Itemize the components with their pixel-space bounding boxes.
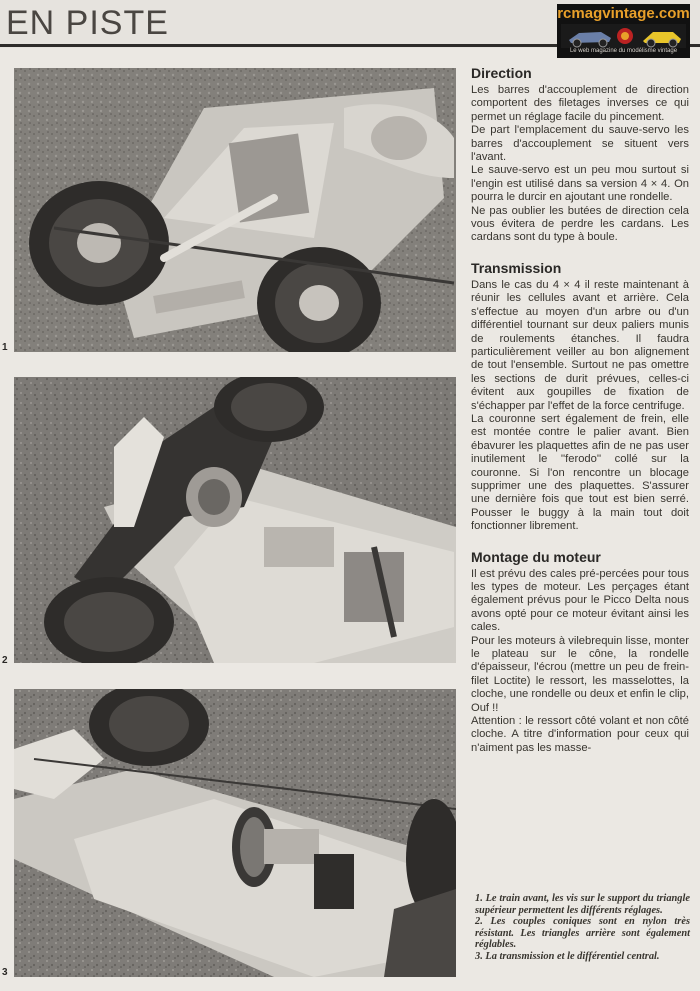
site-logo[interactable]: [557, 4, 690, 58]
paragraph: Dans le cas du 4 × 4 il reste maintenant à réunir les cellules avant et arrière. Cela s'effectue au moyen d'un arbre ou d'un différentiel tournant sur deux paliers munis de roulements étanches. Il faudra particulièrement veiller au bon alignement de tout l'ensemble. Surtout ne pas omettre les sections de durit prévues, celles-ci évitent aux goupilles de fixation de s'échapper par l'effet de la force centrifuge.: [471, 278, 689, 412]
logo-text: rcmagvintage.com: [557, 5, 690, 22]
article-column: [471, 62, 689, 755]
heading-montage-moteur: Montage du moteur: [471, 548, 601, 565]
paragraph: Pour les moteurs à vilebrequin lisse, monter le plateau sur le cône, la rondelle d'épaisseur, l'écrou (mettre un peu de frein-filet Loctite) le ressort, les masselottes, la cloche, une rondelle ou deux et enfin le clip, Ouf !!: [471, 634, 689, 714]
photo-transmission: [14, 689, 456, 977]
section-title: EN PISTE: [6, 4, 169, 42]
photo-number-1: 1: [2, 342, 8, 353]
caption-3: 3. La transmission et le différentiel central.: [475, 950, 660, 962]
paragraph: Ne pas oublier les butées de direction cela vous évitera de perdre les cardans. Les cardans sont du type à boule.: [471, 204, 689, 244]
paragraph: Attention : le ressort côté volant et non côté cloche. A titre d'information pour ceux qui n'aiment pas les masse-: [471, 715, 689, 754]
photo-number-2: 2: [2, 655, 8, 666]
paragraph: La couronne sert également de frein, elle est montée contre le palier avant. Bien ébavurer les plaquettes afin de ne pas user inutilement le ''ferodo'' collé sur la couronne. Si l'on rencontre un blocage supprimer une des plaquettes. S'assurer une dernière fois que tout est bien serré. Pousser le buggy à la main tout doit fonctionner librement.: [471, 412, 689, 533]
paragraph: Le sauve-servo est un peu mou surtout si l'engin est utilisé dans sa version 4 × 4. On pourra le durcir en ajoutant une rondelle.: [471, 164, 689, 204]
logo-car-icon: [561, 24, 686, 48]
photo-bevel-gears: [14, 377, 456, 663]
photo-front-axle: [14, 68, 456, 352]
logo-tagline: Le web magazine du modélisme vintage: [569, 48, 678, 54]
paragraph: Les barres d'accouplement de direction comportent des filetages inverses ce qui permet un réglage facile du pincement.: [471, 84, 689, 123]
caption-2: 2. Les couples coniques sont en nylon très résistant. Les triangles arrière sont également réglables.: [475, 916, 690, 951]
photo-number-3: 3: [2, 967, 8, 978]
heading-direction: Direction: [471, 65, 532, 81]
heading-transmission: Transmission: [471, 259, 562, 276]
photo-captions: [475, 893, 690, 963]
caption-1: 1. Le train avant, les vis sur le support du triangle supérieur permettent les différents réglages.: [475, 893, 690, 916]
paragraph: Il est prévu des cales pré-percées pour tous les types de moteur. Les perçages étant également prévus pour le Picco Delta nous avons opté pour ce moteur évitant ainsi les cales.: [471, 567, 689, 634]
paragraph: De part l'emplacement du sauve-servo les barres d'accouplement se situent vers l'avant.: [471, 124, 689, 164]
